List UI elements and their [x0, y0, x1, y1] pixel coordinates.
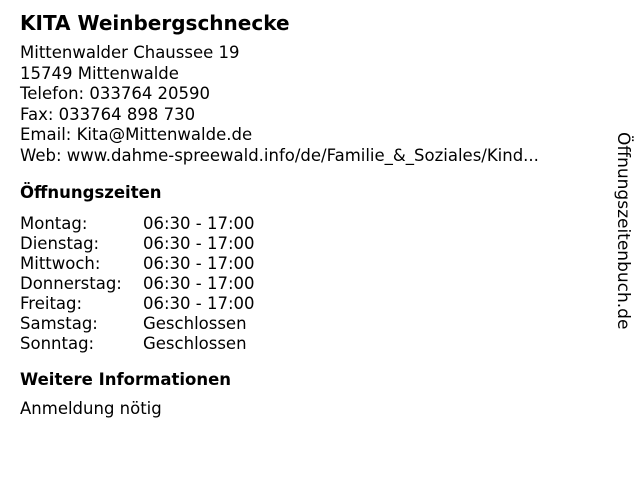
website-link: Web: www.dahme-spreewald.info/de/Familie_&_Soziales/Kind...: [20, 145, 539, 165]
city-address: 15749 Mittenwalde: [20, 63, 179, 83]
further-info-heading: Weitere Informationen: [20, 370, 232, 389]
day-label: Mittwoch:: [20, 254, 101, 273]
address-block: [20, 43, 610, 166]
time-value: 06:30 - 17:00: [143, 214, 255, 233]
hours-row-friday: [20, 294, 610, 314]
brand-watermark: Öffnungszeitenbuch.de: [613, 132, 633, 330]
phone-number: Telefon: 033764 20590: [20, 84, 211, 103]
hours-row-tuesday: [20, 234, 610, 254]
opening-hours-table: [20, 214, 610, 354]
email-address: Email: Kita@Mittenwalde.de: [20, 125, 253, 144]
day-label: Samstag:: [20, 314, 98, 333]
time-value: Geschlossen: [143, 314, 247, 333]
day-label: Sonntag:: [20, 334, 95, 353]
day-label: Freitag:: [20, 294, 83, 313]
street-address: Mittenwalder Chaussee 19: [20, 43, 240, 62]
hours-row-thursday: [20, 274, 610, 294]
fax-number: Fax: 033764 898 730: [20, 104, 196, 124]
hours-row-saturday: [20, 314, 610, 334]
time-value: 06:30 - 17:00: [143, 234, 255, 253]
hours-row-sunday: [20, 334, 610, 354]
page-title: KITA Weinbergschnecke: [20, 11, 290, 35]
further-info-text: Anmeldung nötig: [20, 399, 162, 418]
time-value: 06:30 - 17:00: [143, 274, 255, 293]
hours-row-monday: [20, 214, 610, 234]
business-card: [20, 10, 610, 419]
time-value: 06:30 - 17:00: [143, 294, 255, 313]
day-label: Montag:: [20, 214, 88, 233]
day-label: Dienstag:: [20, 234, 100, 253]
time-value: Geschlossen: [143, 334, 247, 353]
opening-hours-heading: Öffnungszeiten: [20, 183, 162, 202]
hours-row-wednesday: [20, 254, 610, 274]
day-label: Donnerstag:: [20, 274, 122, 293]
time-value: 06:30 - 17:00: [143, 254, 255, 273]
